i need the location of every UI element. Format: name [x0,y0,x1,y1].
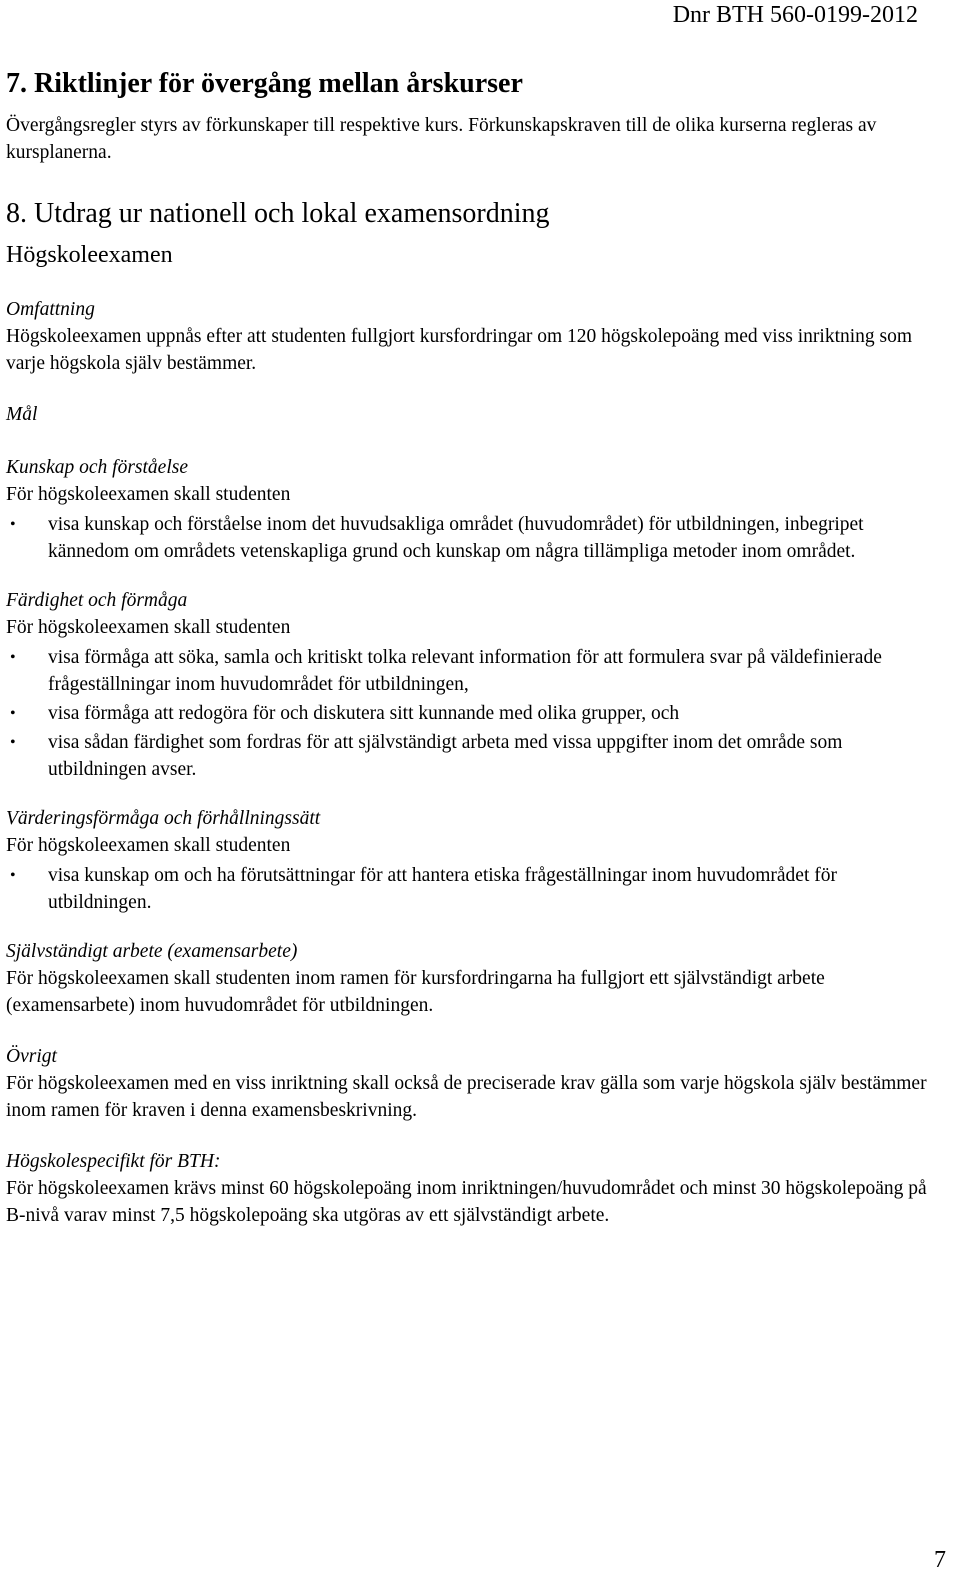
document-body [6,66,941,1229]
bullet-icon: • [10,734,16,751]
vardering-heading: Värderingsförmåga och förhållningssätt [6,808,321,829]
section-8-title: 8. Utdrag ur nationell och lokal examensordning [6,198,550,229]
fardighet-heading: Färdighet och förmåga [6,590,188,611]
list-item: • visa kunskap och förståelse inom det huvudsakliga området (huvudområdet) för utbildningen, inbegripet kännedom om områdets vetenskapliga grund och kunskap om några tillämpliga metoder inom området. [6,511,941,565]
sjalvstandigt-text: För högskoleexamen skall studenten inom ramen för kursfordringarna ha fullgjort ett självständigt arbete (examensarbete) inom huvudområdet för utbildningen. [6,968,825,1016]
vardering-list [6,862,941,916]
kunskap-heading: Kunskap och förståelse [6,457,188,478]
section-7-text: Övergångsregler styrs av förkunskaper till respektive kurs. Förkunskapskraven till de olika kurserna regleras av kursplanerna. [6,115,877,163]
bullet-icon: • [10,649,16,666]
kunskap-list [6,511,941,565]
list-item: • visa förmåga att redogöra för och diskutera sitt kunnande med olika grupper, och [6,700,941,727]
fardighet-intro: För högskoleexamen skall studenten [6,617,291,638]
document-reference: Dnr BTH 560-0199-2012 [672,2,918,28]
sjalvstandigt-heading: Självständigt arbete (examensarbete) [6,941,298,962]
bth-text: För högskoleexamen krävs minst 60 högskolepoäng inom inriktningen/huvudområdet och minst 30 högskolepoäng på B-nivå varav minst 7,5 högskolepoäng ska utgöras av ett självständigt arbete. [6,1178,927,1226]
list-item: • visa sådan färdighet som fordras för att självständigt arbeta med vissa uppgifter inom det område som utbildningen avser. [6,729,941,783]
bullet-icon: • [10,867,16,884]
bullet-icon: • [10,705,16,722]
list-item: • visa kunskap om och ha förutsättningar för att hantera etiska frågeställningar inom huvudområdet för utbildningen. [6,862,941,916]
omfattning-text: Högskoleexamen uppnås efter att studenten fullgjort kursfordringar om 120 högskolepoäng med viss inriktning som varje högskola själv bestämmer. [6,326,913,374]
omfattning-heading: Omfattning [6,299,95,320]
ovrigt-text: För högskoleexamen med en viss inriktning skall också de preciserade krav gälla som varje högskola själv bestämmer inom ramen för kraven i denna examensbeskrivning. [6,1073,927,1121]
section-7-title: 7. Riktlinjer för övergång mellan årskurser [6,68,523,99]
vardering-intro: För högskoleexamen skall studenten [6,835,291,856]
ovrigt-heading: Övrigt [6,1046,57,1067]
section-8-subtitle: Högskoleexamen [6,242,173,268]
kunskap-intro: För högskoleexamen skall studenten [6,484,291,505]
bullet-icon: • [10,516,16,533]
fardighet-list [6,644,941,783]
mal-heading: Mål [6,404,38,425]
bth-heading: Högskolespecifikt för BTH: [6,1151,221,1172]
list-item: • visa förmåga att söka, samla och kritiskt tolka relevant information för att formulera svar på väldefinierade frågeställningar inom huvudområdet för utbildningen, [6,644,941,698]
page-number: 7 [934,1547,946,1573]
